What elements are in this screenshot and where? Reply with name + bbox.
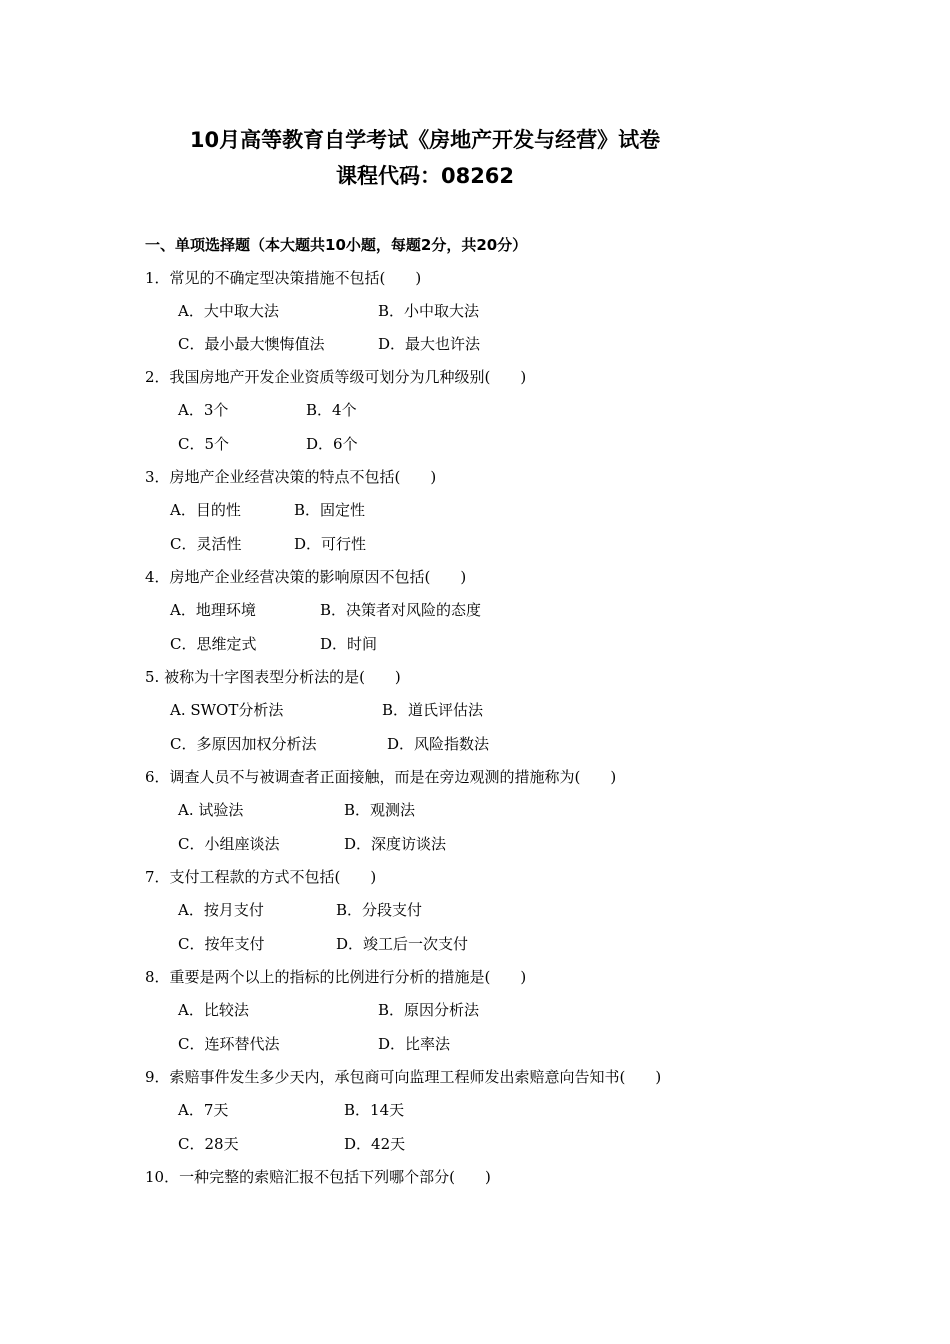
question-9-option-b: B．14天 bbox=[344, 1101, 405, 1119]
question-7-option-c: C．按年支付 bbox=[178, 935, 265, 953]
question-3-stem: 3．房地产企业经营决策的特点不包括( ) bbox=[145, 468, 437, 486]
exam-title: 10月高等教育自学考试《房地产开发与经营》试卷 bbox=[189, 128, 661, 152]
question-10-stem: 10．一种完整的索赔汇报不包括下列哪个部分( ) bbox=[145, 1168, 491, 1186]
section-heading: 一、单项选择题（本大题共10小题，每题2分，共20分） bbox=[145, 236, 528, 254]
question-1-option-c: C．最小最大懊悔值法 bbox=[178, 335, 325, 353]
question-2-stem: 2．我国房地产开发企业资质等级可划分为几种级别( ) bbox=[145, 368, 527, 386]
question-7-option-b: B．分段支付 bbox=[336, 901, 423, 919]
question-2-option-a: A．3个 bbox=[178, 401, 229, 419]
question-4-option-a: A．地理环境 bbox=[170, 601, 256, 619]
question-6-option-c: C．小组座谈法 bbox=[178, 835, 280, 853]
question-3-option-d: D．可行性 bbox=[294, 535, 367, 553]
question-6-option-a: A. 试验法 bbox=[178, 801, 244, 819]
question-6-stem: 6．调查人员不与被调查者正面接触，而是在旁边观测的措施称为( ) bbox=[145, 768, 617, 786]
question-9-stem: 9．索赔事件发生多少天内，承包商可向监理工程师发出索赔意向告知书( ) bbox=[145, 1068, 662, 1086]
question-5-option-a: A. SWOT分析法 bbox=[170, 701, 284, 719]
question-5-option-b: B．道氏评估法 bbox=[382, 701, 484, 719]
question-6-option-d: D．深度访谈法 bbox=[344, 835, 447, 853]
question-5-option-d: D．风险指数法 bbox=[387, 735, 490, 753]
question-1-option-a: A．大中取大法 bbox=[178, 302, 279, 320]
question-8-option-b: B．原因分析法 bbox=[378, 1001, 480, 1019]
question-3-option-b: B．固定性 bbox=[294, 501, 366, 519]
question-7-option-d: D．竣工后一次支付 bbox=[336, 935, 469, 953]
question-5-stem: 5. 被称为十字图表型分析法的是( ) bbox=[145, 668, 401, 686]
question-2-option-b: B．4个 bbox=[306, 401, 357, 419]
question-8-option-d: D．比率法 bbox=[378, 1035, 451, 1053]
question-2-option-c: C．5个 bbox=[178, 435, 230, 453]
question-8-option-c: C．连环替代法 bbox=[178, 1035, 280, 1053]
question-8-option-a: A．比较法 bbox=[178, 1001, 249, 1019]
question-1-option-d: D．最大也许法 bbox=[378, 335, 481, 353]
question-3-option-c: C．灵活性 bbox=[170, 535, 242, 553]
question-9-option-c: C．28天 bbox=[178, 1135, 239, 1153]
question-3-option-a: A．目的性 bbox=[170, 501, 241, 519]
question-4-option-c: C．思维定式 bbox=[170, 635, 257, 653]
course-code: 课程代码：08262 bbox=[335, 164, 515, 188]
question-4-option-d: D．时间 bbox=[320, 635, 378, 653]
question-1-stem: 1．常见的不确定型决策措施不包括( ) bbox=[145, 269, 422, 287]
question-2-option-d: D．6个 bbox=[306, 435, 358, 453]
question-4-option-b: B．决策者对风险的态度 bbox=[320, 601, 482, 619]
question-7-stem: 7．支付工程款的方式不包括( ) bbox=[145, 868, 377, 886]
question-5-option-c: C．多原因加权分析法 bbox=[170, 735, 317, 753]
question-6-option-b: B．观测法 bbox=[344, 801, 416, 819]
question-4-stem: 4．房地产企业经营决策的影响原因不包括( ) bbox=[145, 568, 467, 586]
question-7-option-a: A．按月支付 bbox=[178, 901, 264, 919]
question-8-stem: 8．重要是两个以上的指标的比例进行分析的措施是( ) bbox=[145, 968, 527, 986]
question-9-option-d: D．42天 bbox=[344, 1135, 406, 1153]
question-9-option-a: A．7天 bbox=[178, 1101, 229, 1119]
question-1-option-b: B．小中取大法 bbox=[378, 302, 480, 320]
